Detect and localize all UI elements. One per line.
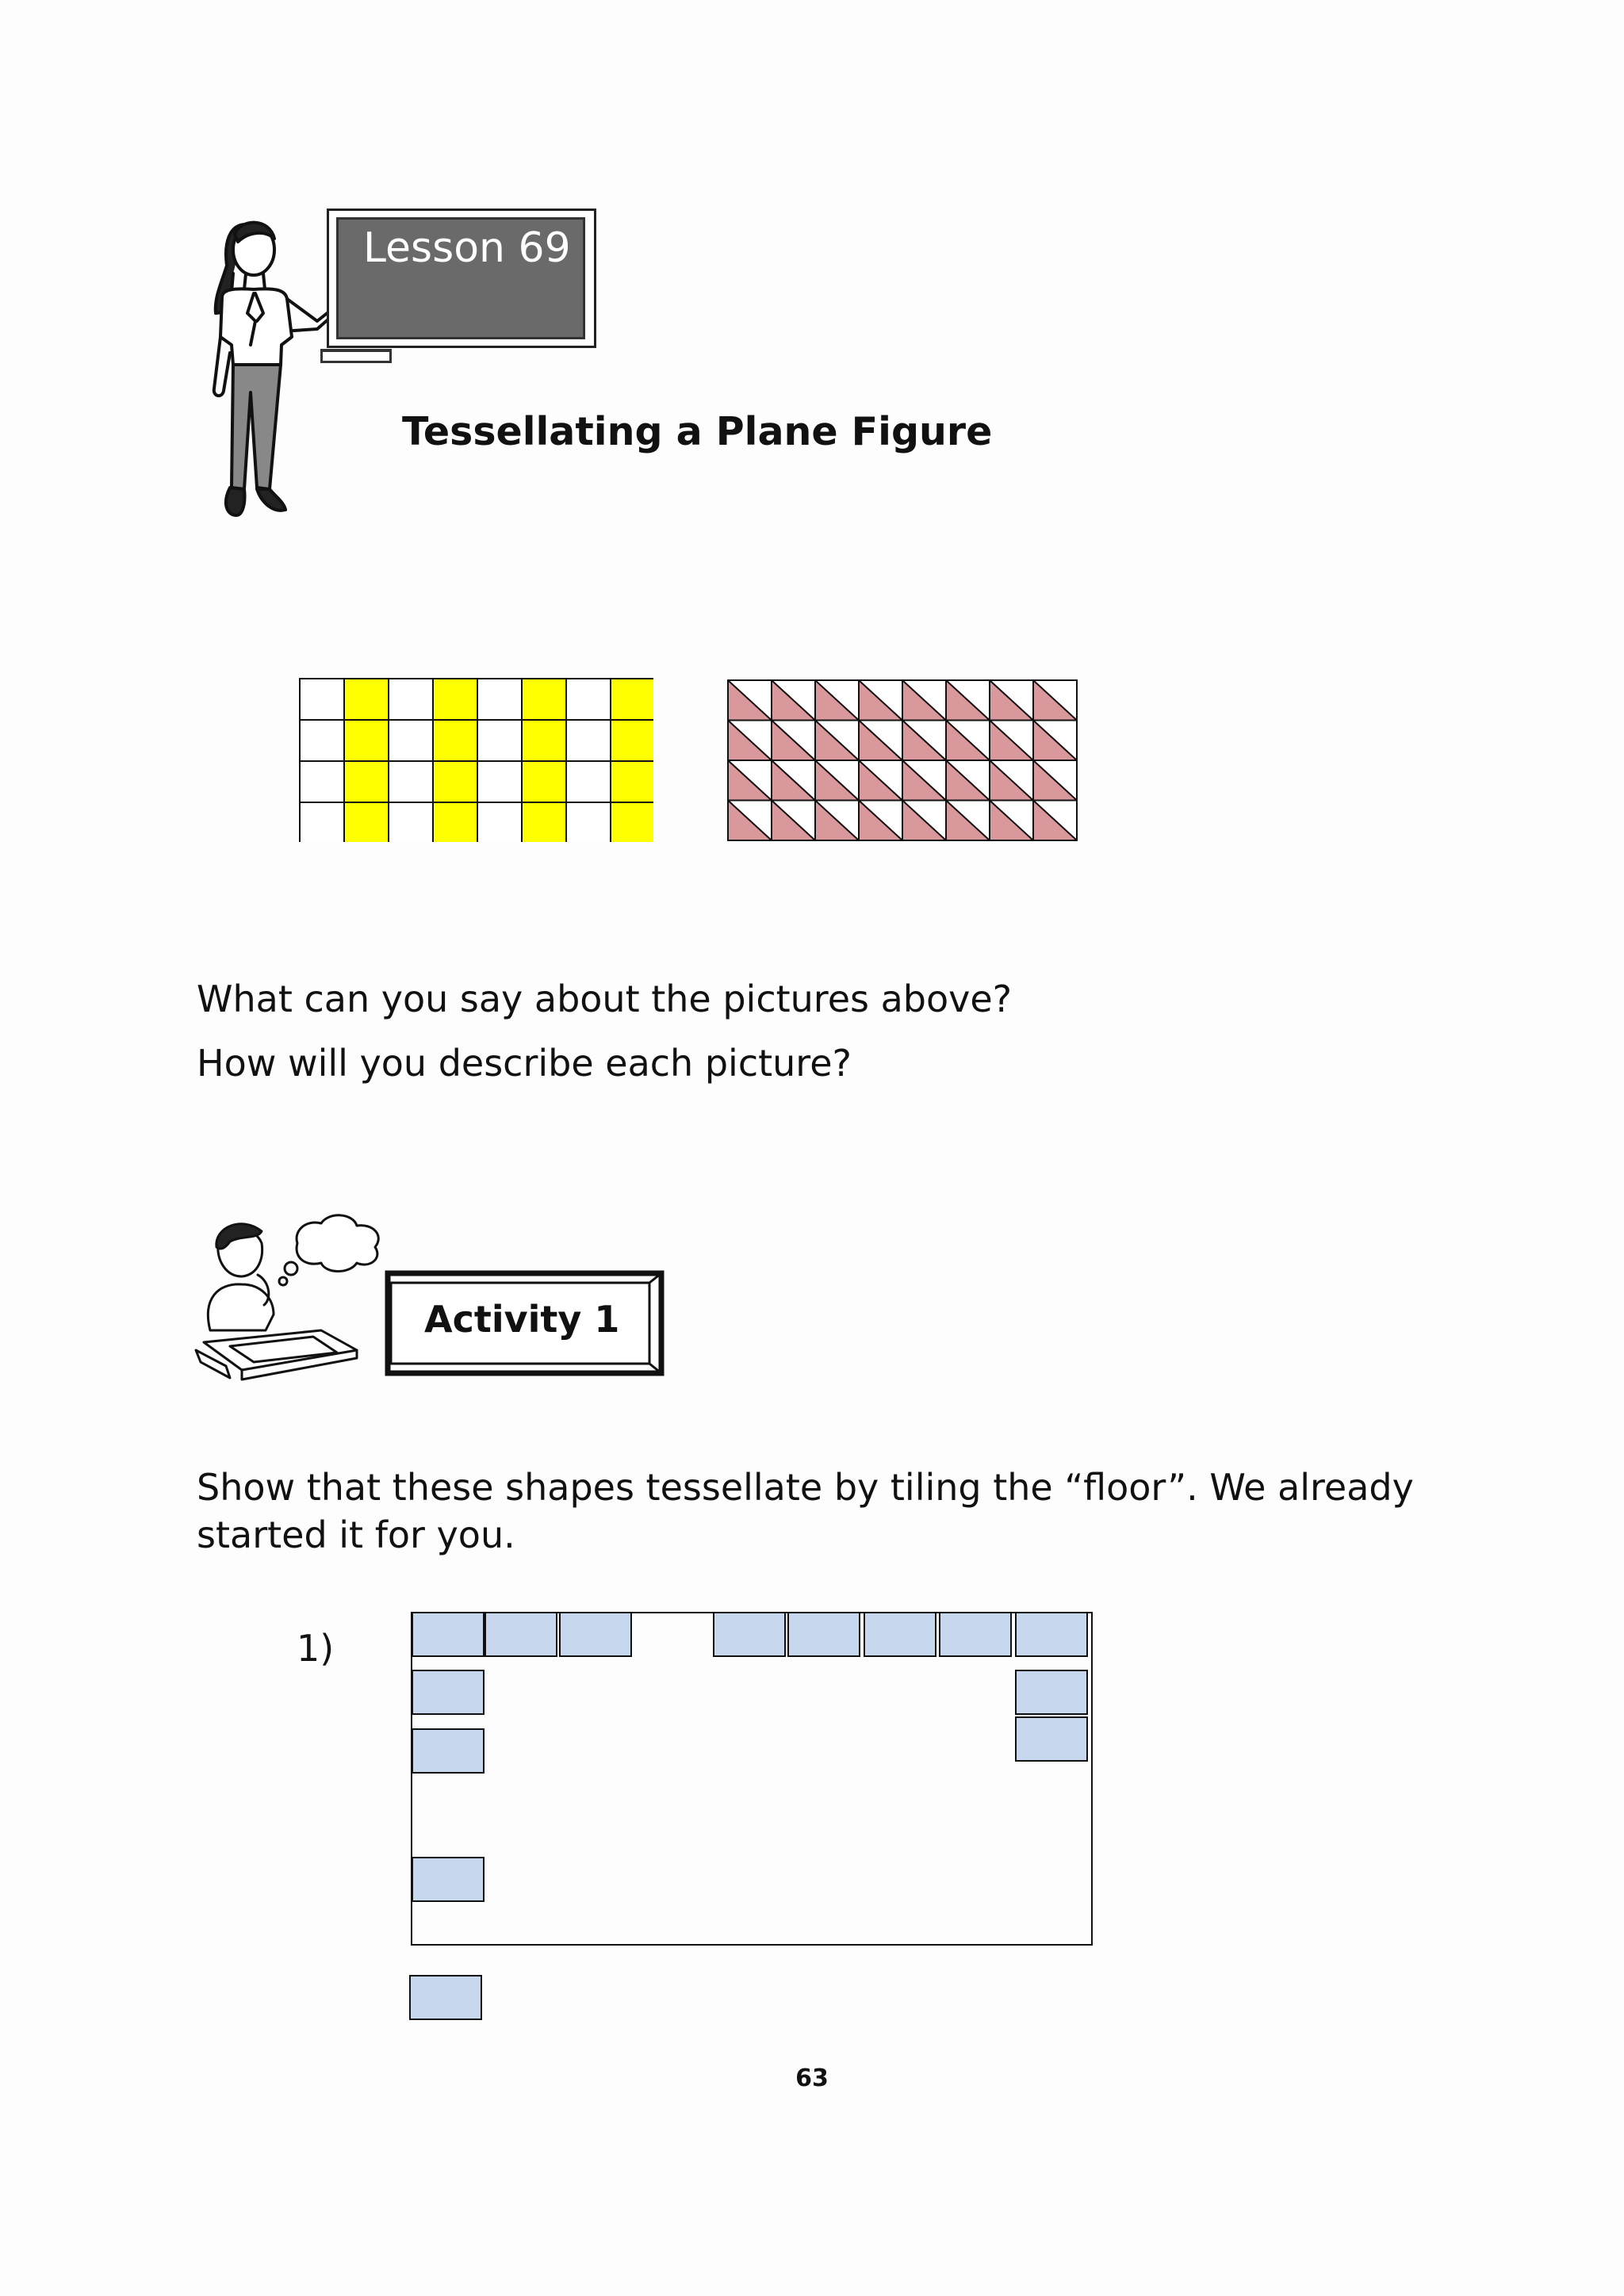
- activity-instruction-line-2: started it for you.: [197, 1513, 515, 1556]
- floor-tile: [864, 1612, 936, 1657]
- floor-tile: [412, 1670, 485, 1715]
- square-tile: [300, 679, 344, 720]
- square-tile: [477, 679, 522, 720]
- floor-tile: [412, 1728, 485, 1774]
- loose-tile[interactable]: [409, 1975, 482, 2020]
- floor-tile: [939, 1612, 1012, 1657]
- floor-tile: [1015, 1716, 1088, 1762]
- floor-area: [411, 1612, 1093, 1946]
- student-thinking-illustration: [194, 1211, 393, 1386]
- square-tile: [522, 720, 566, 761]
- square-tile: [611, 802, 653, 842]
- square-tile: [522, 761, 566, 802]
- floor-tile: [787, 1612, 860, 1657]
- square-tile: [477, 761, 522, 802]
- square-tile: [300, 802, 344, 842]
- lesson-number: Lesson 69: [363, 224, 571, 272]
- question-1: What can you say about the pictures above?: [197, 978, 1013, 1020]
- square-tile: [344, 761, 389, 802]
- activity-instruction-line-1: Show that these shapes tessellate by tiling the “floor”. We already: [197, 1466, 1414, 1509]
- square-tile: [522, 802, 566, 842]
- square-tile: [389, 761, 433, 802]
- item-number: 1): [297, 1627, 335, 1670]
- page-number: 63: [795, 2064, 829, 2092]
- floor-tile: [412, 1612, 485, 1657]
- floor-tile: [485, 1612, 557, 1657]
- lesson-title: Tessellating a Plane Figure: [402, 409, 993, 454]
- tessellation-triangles-picture: [726, 679, 1082, 844]
- square-tile: [389, 679, 433, 720]
- square-tile: [344, 802, 389, 842]
- square-tile: [344, 720, 389, 761]
- floor-tile: [1015, 1670, 1088, 1715]
- square-tile: [433, 720, 477, 761]
- square-tile: [477, 720, 522, 761]
- square-tile: [566, 761, 611, 802]
- square-tile: [389, 802, 433, 842]
- square-tile: [611, 679, 653, 720]
- square-tile: [389, 720, 433, 761]
- square-tile: [611, 761, 653, 802]
- square-tile: [522, 679, 566, 720]
- square-tile: [433, 802, 477, 842]
- square-tile: [477, 802, 522, 842]
- chalkboard-tray: [320, 349, 392, 363]
- square-tile: [300, 761, 344, 802]
- floor-tile: [412, 1857, 485, 1902]
- square-tile: [566, 802, 611, 842]
- square-tile: [433, 761, 477, 802]
- question-2: How will you describe each picture?: [197, 1042, 852, 1085]
- square-tile: [300, 720, 344, 761]
- square-tile: [566, 679, 611, 720]
- square-tile: [344, 679, 389, 720]
- activity-label: Activity 1: [424, 1298, 620, 1341]
- floor-tile: [713, 1612, 786, 1657]
- floor-tile: [559, 1612, 632, 1657]
- square-tile: [566, 720, 611, 761]
- tessellation-squares-picture: [298, 677, 653, 842]
- square-tile: [433, 679, 477, 720]
- floor-tile: [1015, 1612, 1088, 1657]
- square-tile: [611, 720, 653, 761]
